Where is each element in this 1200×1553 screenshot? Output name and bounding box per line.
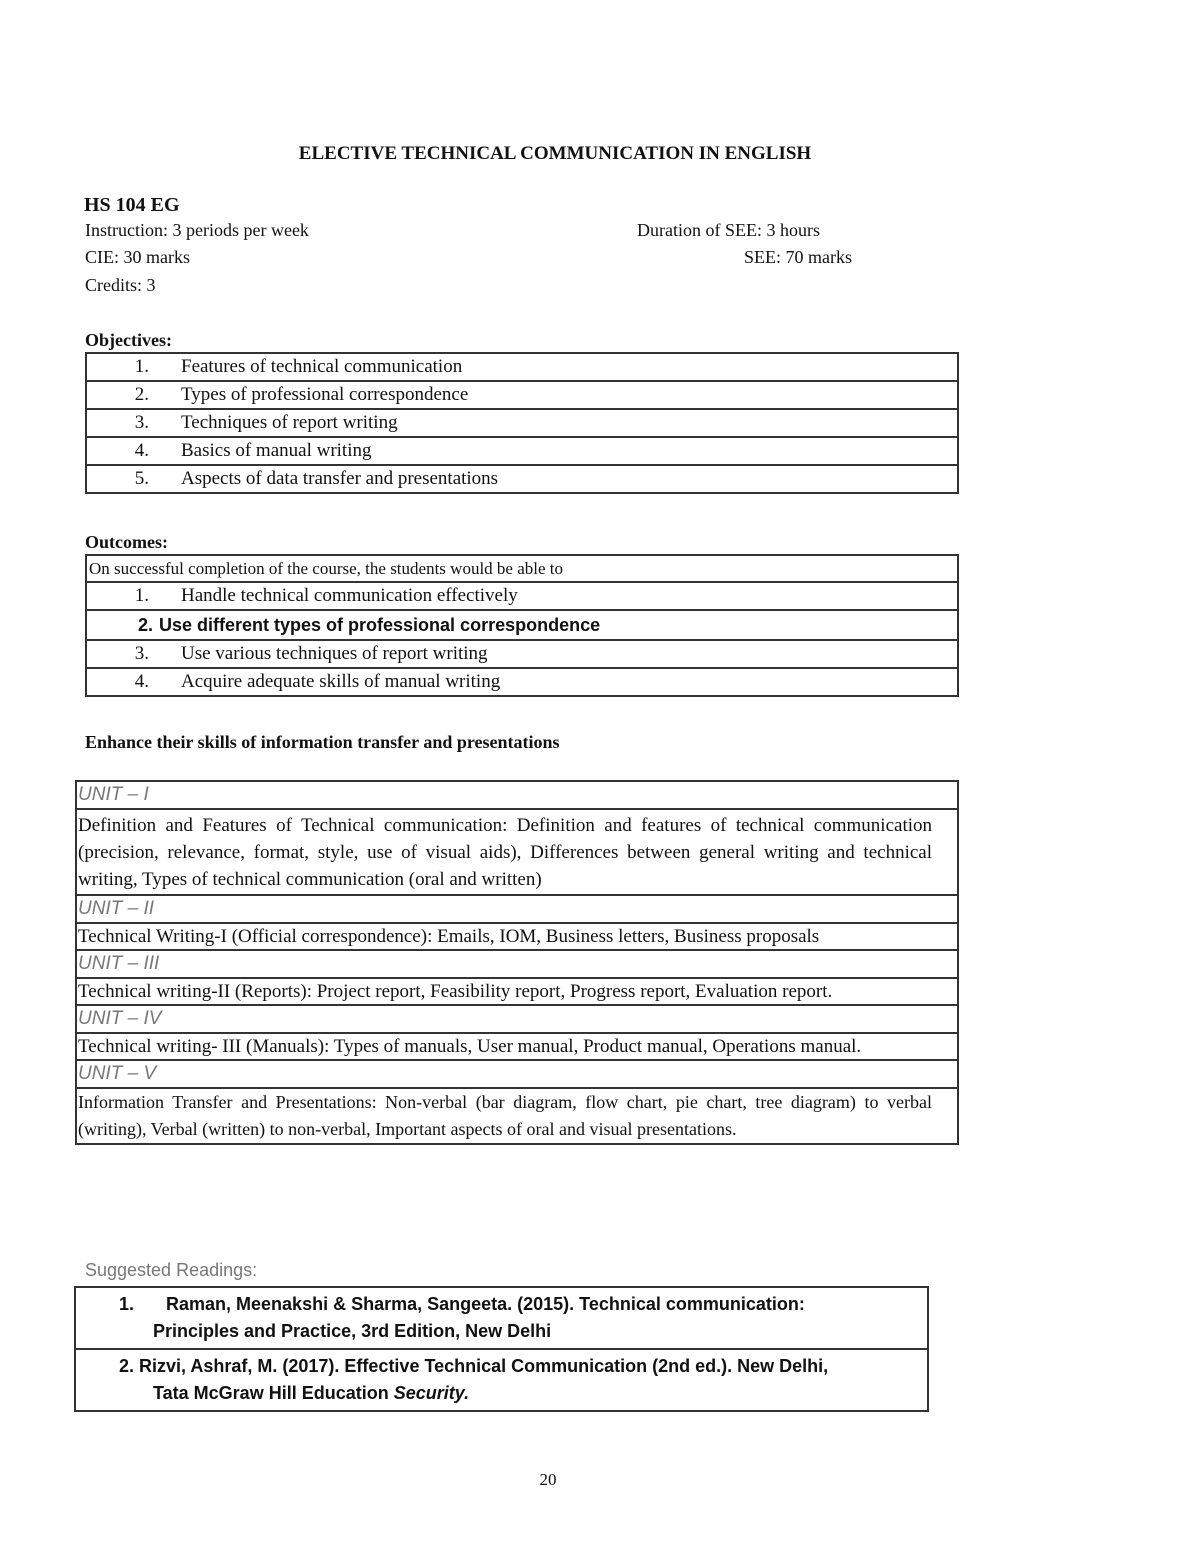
outcome-text: Handle technical communication effectively — [181, 585, 518, 606]
objective-text: Techniques of report writing — [181, 412, 398, 433]
reading-number: 1. — [119, 1294, 135, 1314]
objectives-heading: Objectives: — [85, 330, 172, 350]
unit-content-row — [76, 1088, 958, 1144]
objective-text: Basics of manual writing — [181, 440, 372, 461]
course-code: HS 104 EG — [84, 194, 180, 216]
reading-line1: Raman, Meenakshi & Sharma, Sangeeta. (2015). Technical communication: — [166, 1294, 805, 1314]
outcome-number: 2. — [137, 614, 153, 635]
outcomes-intro-row — [86, 555, 958, 582]
objective-row — [86, 353, 958, 381]
suggested-readings-heading: Suggested Readings: — [85, 1260, 258, 1280]
cie-text: CIE: 30 marks — [85, 247, 190, 267]
reading-row — [75, 1287, 928, 1349]
unit-title-row — [76, 950, 958, 978]
outcome-number: 1. — [134, 585, 149, 606]
objectives-table — [85, 352, 959, 494]
outcomes-table — [85, 554, 959, 697]
reading-line2: Principles and Practice, 3rd Edition, New Delhi — [153, 1321, 552, 1341]
unit-content: Technical writing- III (Manuals): Types of manuals, User manual, Product manual, Operations manual. — [76, 1033, 958, 1060]
reading-line2-italic: Security. — [393, 1383, 470, 1403]
unit-title: UNIT – V — [76, 1060, 958, 1088]
outcomes-intro: On successful completion of the course, the students would be able to — [86, 555, 958, 582]
objective-row — [86, 437, 958, 465]
objective-row — [86, 409, 958, 437]
unit-title: UNIT – I — [76, 781, 958, 809]
objective-text: Aspects of data transfer and presentations — [181, 468, 499, 489]
instruction-text: Instruction: 3 periods per week — [85, 220, 309, 240]
objective-row — [86, 381, 958, 409]
duration-text: Duration of SEE: 3 hours — [637, 220, 820, 240]
objective-text: Features of technical communication — [181, 356, 463, 377]
unit-title: UNIT – III — [76, 950, 958, 978]
objective-number: 1. — [134, 356, 149, 377]
objective-row — [86, 465, 958, 493]
reading-row — [75, 1349, 928, 1411]
outcomes-closing: Enhance their skills of information transfer and presentations — [85, 732, 560, 752]
credits-text: Credits: 3 — [85, 275, 156, 295]
outcome-text: Use various techniques of report writing — [181, 643, 488, 664]
page-number: 20 — [539, 1470, 557, 1489]
readings-table — [74, 1286, 929, 1412]
unit-content-row — [76, 1033, 958, 1060]
unit-content: Definition and Features of Technical communication: Definition and features of technical communication (precision, relevance, format, style, use of visual aids), Differences between general writing and technical writing, Types of technical communication (oral and written) — [76, 809, 958, 895]
outcome-row — [86, 640, 958, 668]
unit-title-row — [76, 1005, 958, 1033]
reading-number: 2. — [119, 1356, 135, 1376]
outcome-row — [86, 582, 958, 610]
unit-title: UNIT – II — [76, 895, 958, 923]
unit-content-row — [76, 809, 958, 895]
units-table — [75, 780, 959, 1145]
unit-content: Information Transfer and Presentations: Non-verbal (bar diagram, flow chart, pie chart, tree diagram) to verbal (writing), Verbal (written) to non-verbal, Important aspects of oral and visual presentations. — [76, 1088, 958, 1144]
reading-line1: Rizvi, Ashraf, M. (2017). Effective Technical Communication (2nd ed.). New Delhi, — [139, 1356, 829, 1376]
unit-title-row — [76, 1060, 958, 1088]
outcome-row — [86, 668, 958, 696]
unit-content: Technical Writing-I (Official correspondence): Emails, IOM, Business letters, Business proposals — [76, 923, 958, 950]
document-title: ELECTIVE TECHNICAL COMMUNICATION IN ENGLISH — [298, 143, 812, 164]
objective-number: 3. — [134, 412, 149, 433]
unit-content-row — [76, 978, 958, 1005]
outcome-row — [86, 610, 958, 640]
unit-content-row — [76, 923, 958, 950]
reading-line2: Tata McGraw Hill Education — [153, 1383, 394, 1403]
objective-text: Types of professional correspondence — [181, 384, 469, 405]
unit-title: UNIT – IV — [76, 1005, 958, 1033]
unit-content: Technical writing-II (Reports): Project report, Feasibility report, Progress report, Evaluation report. — [76, 978, 958, 1005]
outcome-number: 4. — [134, 671, 149, 692]
objective-number: 5. — [134, 468, 149, 489]
outcome-number: 3. — [134, 643, 149, 664]
objective-number: 4. — [134, 440, 149, 461]
unit-title-row — [76, 895, 958, 923]
outcome-text: Use different types of professional correspondence — [159, 614, 601, 635]
outcome-text: Acquire adequate skills of manual writing — [181, 671, 501, 692]
see-text: SEE: 70 marks — [744, 247, 852, 267]
outcomes-heading: Outcomes: — [85, 532, 168, 552]
objective-number: 2. — [134, 384, 149, 405]
unit-title-row — [76, 781, 958, 809]
